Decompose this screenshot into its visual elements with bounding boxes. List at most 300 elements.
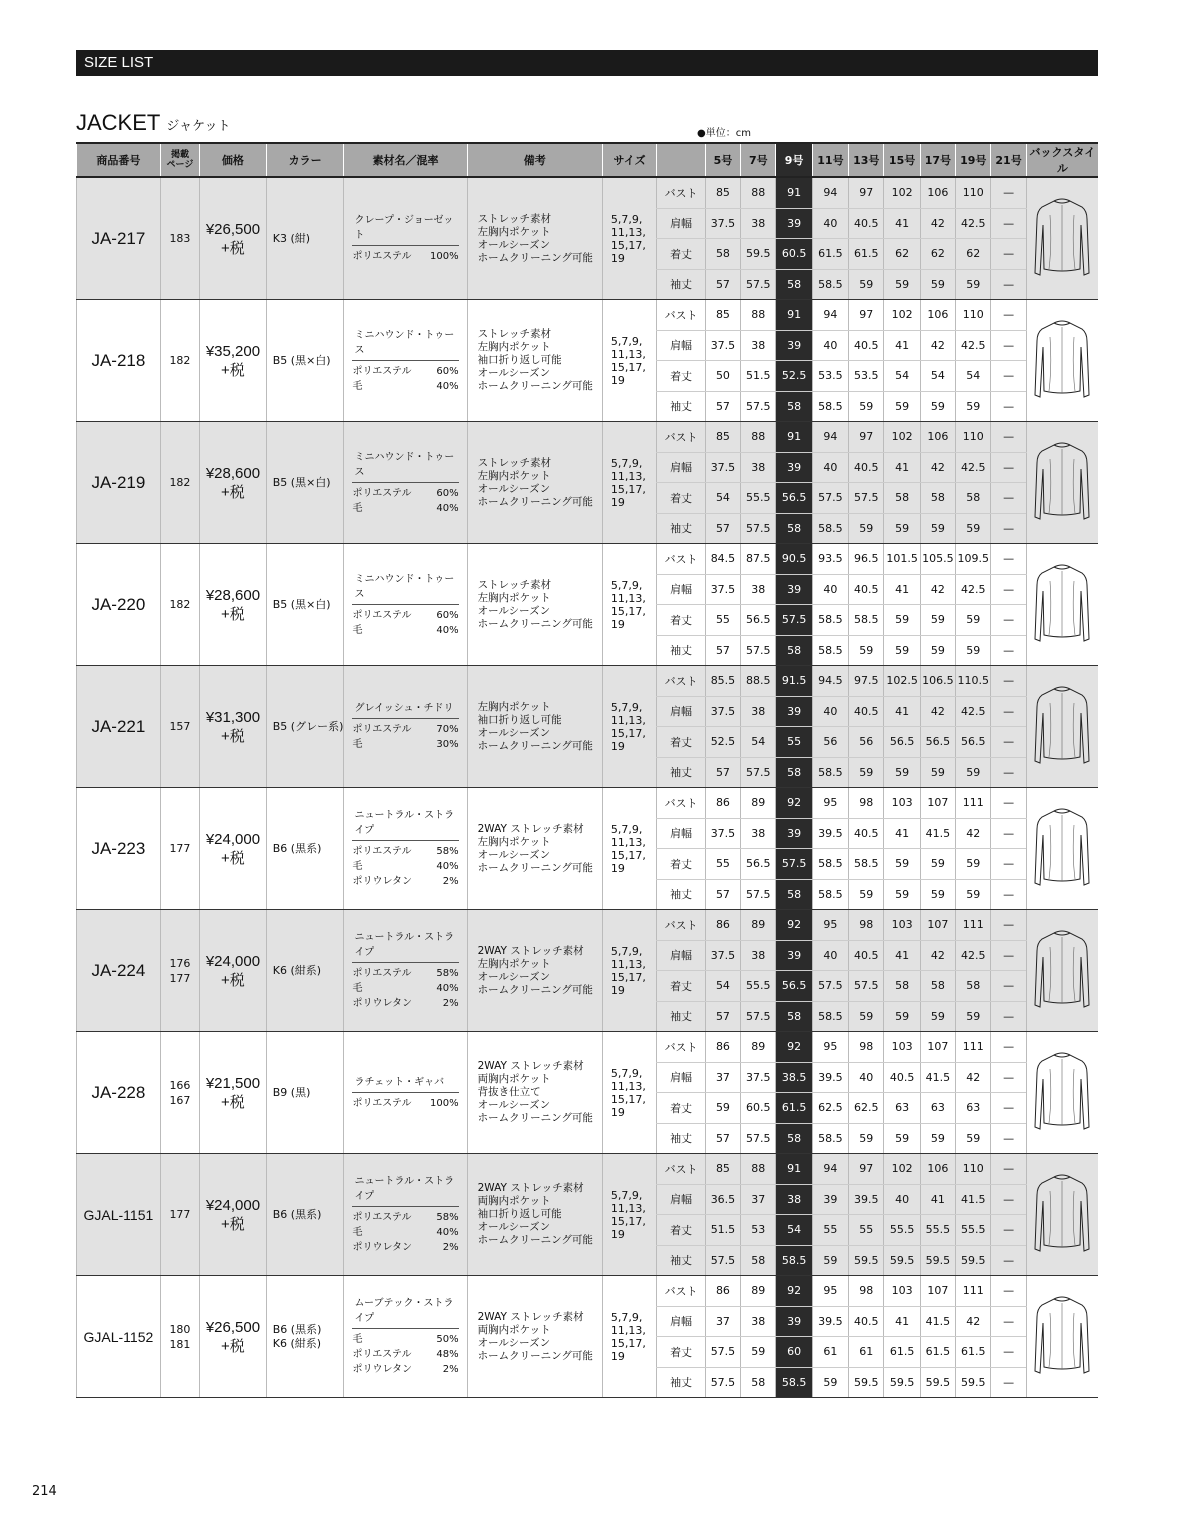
table-row — [77, 1276, 1099, 1307]
note-line: 袖口折り返し可能 — [477, 1208, 562, 1220]
size-21-empty: — — [991, 1276, 1026, 1307]
size-21-empty: — — [991, 391, 1026, 422]
size-table — [76, 142, 1098, 1398]
measure-value: 58.5 — [812, 1001, 848, 1032]
measure-label: バスト — [657, 544, 705, 575]
measure-value: 89 — [741, 910, 776, 941]
size-line: 11,13, — [610, 347, 646, 361]
catalog-page — [160, 177, 199, 300]
measure-value: 59 — [849, 391, 884, 422]
measure-value: 42 — [920, 696, 955, 727]
note-line: 両胸内ポケット — [477, 1323, 551, 1336]
measure-value: 42 — [956, 1062, 991, 1093]
price — [200, 1276, 267, 1398]
notes — [467, 544, 602, 666]
measure-value: 98 — [849, 910, 884, 941]
size-line: 5,7,9, — [610, 822, 643, 836]
size-21-empty: — — [991, 1123, 1026, 1154]
measure-value: 51.5 — [705, 1215, 740, 1246]
measure-value: 42.5 — [956, 574, 991, 605]
product-JA-221 — [77, 666, 1099, 788]
measure-value: 62.5 — [849, 1093, 884, 1124]
measure-value: 58 — [956, 483, 991, 514]
size-line: 15,17, — [610, 238, 646, 252]
size-21-empty: — — [991, 422, 1026, 453]
size-line: 5,7,9, — [610, 1310, 643, 1324]
measure-value: 42.5 — [956, 208, 991, 239]
note-line: ストレッチ素材 — [477, 328, 551, 340]
measure-value: 93.5 — [812, 544, 848, 575]
material-row — [352, 966, 458, 981]
size-line: 15,17, — [610, 360, 646, 374]
material-row — [352, 486, 458, 501]
material — [344, 666, 467, 788]
note-line: ホームクリーニング可能 — [477, 1234, 593, 1246]
note-line: 2WAY ストレッチ素材 — [477, 1310, 584, 1323]
available-sizes — [602, 177, 657, 300]
material-row — [352, 1362, 458, 1377]
measure-value: 58.5 — [776, 1245, 812, 1276]
measure-value: 56 — [812, 727, 848, 758]
measure-value: 59 — [920, 269, 955, 300]
note-line: ホームクリーニング可能 — [477, 251, 593, 264]
measure-value: 59 — [884, 269, 920, 300]
measure-value: 41 — [884, 330, 920, 361]
measure-value: 58.5 — [776, 1367, 812, 1398]
product-code: JA-223 — [77, 788, 161, 910]
measure-value: 62 — [956, 239, 991, 270]
color — [266, 300, 344, 422]
measure-value: 42 — [920, 208, 955, 239]
measure-value: 40.5 — [849, 574, 884, 605]
measure-value: 102 — [884, 177, 920, 208]
color-value: B5 (黒×白) — [272, 475, 331, 489]
tax-label: +税 — [221, 483, 245, 501]
measure-value: 57 — [705, 1123, 740, 1154]
measure-value: 40 — [812, 940, 848, 971]
measure-value: 37 — [705, 1062, 740, 1093]
measure-value: 59.5 — [884, 1367, 920, 1398]
measure-value: 42 — [956, 1306, 991, 1337]
page-number-value: 177 — [169, 842, 191, 855]
note-line: ホームクリーニング可能 — [477, 861, 593, 874]
measure-label: バスト — [657, 910, 705, 941]
material-fiber: ポリエステル — [352, 846, 412, 857]
price-value: ¥21,500 — [205, 1074, 261, 1092]
color — [266, 666, 344, 788]
measure-value: 86 — [705, 1276, 740, 1307]
color-value: B5 (黒×白) — [272, 353, 331, 367]
product-code: JA-219 — [77, 422, 161, 544]
measure-value: 57.5 — [741, 879, 776, 910]
measure-value: 50 — [705, 361, 740, 392]
col-page-l2: ページ — [166, 160, 194, 170]
jacket-back-sketch — [1032, 1049, 1092, 1137]
measure-label: バスト — [657, 177, 705, 208]
measure-label: 袖丈 — [657, 269, 705, 300]
measure-value: 61 — [812, 1337, 848, 1368]
catalog-page — [160, 666, 199, 788]
page-number-value: 182 — [169, 354, 191, 367]
measure-value: 58 — [741, 1245, 776, 1276]
measure-value: 41 — [884, 696, 920, 727]
size-21-empty: — — [991, 330, 1026, 361]
material — [344, 300, 467, 422]
measure-value: 85 — [705, 1154, 740, 1185]
measure-value: 38 — [741, 452, 776, 483]
tax-label: +税 — [221, 239, 245, 257]
measure-value: 55.5 — [741, 483, 776, 514]
size-line: 5,7,9, — [610, 1188, 643, 1202]
page-number: 214 — [32, 1484, 57, 1499]
jacket-back-sketch — [1032, 1171, 1092, 1259]
price-value: ¥31,300 — [205, 708, 261, 726]
measure-value: 41.5 — [920, 818, 955, 849]
table-row — [77, 666, 1099, 697]
measure-label: 着丈 — [657, 971, 705, 1002]
note-line: オールシーズン — [477, 1221, 551, 1233]
measure-value: 63 — [920, 1093, 955, 1124]
material-percent: 50% — [436, 1334, 459, 1345]
measure-value: 106 — [920, 1154, 955, 1185]
col-size-0: 5号 — [705, 143, 740, 177]
material-percent: 40% — [436, 624, 459, 636]
measure-value: 110.5 — [956, 666, 991, 697]
measure-value: 58 — [705, 239, 740, 270]
measure-value: 61.5 — [920, 1337, 955, 1368]
measure-value: 59.5 — [920, 1245, 955, 1276]
note-line: ストレッチ素材 — [477, 456, 551, 469]
material-fiber: 毛 — [352, 624, 363, 636]
size-21-empty: — — [991, 1215, 1026, 1246]
measure-value: 61.5 — [776, 1093, 812, 1124]
note-line: 両胸内ポケット — [477, 1195, 551, 1207]
material-row — [352, 501, 458, 516]
measure-value: 60.5 — [776, 239, 812, 270]
measure-value: 38 — [741, 818, 776, 849]
measure-value: 88 — [741, 422, 776, 453]
material-row — [352, 623, 458, 638]
col-measure — [657, 143, 705, 177]
material-fiber: ポリエステル — [352, 487, 412, 499]
measure-value: 61.5 — [884, 1337, 920, 1368]
table-row — [77, 1154, 1099, 1185]
catalog-page — [160, 788, 199, 910]
note-line: 左胸内ポケット — [477, 469, 551, 482]
col-size-6: 17号 — [920, 143, 955, 177]
measure-value: 52.5 — [705, 727, 740, 758]
measure-value: 38 — [741, 574, 776, 605]
measure-value: 110 — [956, 1154, 991, 1185]
measure-value: 97 — [849, 422, 884, 453]
measure-value: 58 — [776, 513, 812, 544]
measure-label: バスト — [657, 1276, 705, 1307]
measure-value: 97 — [849, 1154, 884, 1185]
back-style — [1026, 1154, 1098, 1276]
measure-label: 着丈 — [657, 361, 705, 392]
product-code: GJAL-1152 — [77, 1276, 161, 1398]
material-row — [352, 1096, 458, 1111]
size-21-empty: — — [991, 849, 1026, 880]
size-line: 11,13, — [610, 957, 646, 971]
col-sizes: サイズ — [602, 143, 657, 177]
price — [200, 544, 267, 666]
jacket-back-sketch — [1032, 317, 1092, 405]
measure-value: 101.5 — [884, 544, 920, 575]
size-line: 11,13, — [610, 1201, 646, 1215]
measure-value: 59 — [884, 391, 920, 422]
measure-value: 59 — [920, 1001, 955, 1032]
measure-value: 58 — [776, 879, 812, 910]
material-row — [352, 1210, 458, 1225]
measure-value: 56.5 — [776, 483, 812, 514]
measure-label: 袖丈 — [657, 1245, 705, 1276]
measure-value: 87.5 — [741, 544, 776, 575]
product-JA-217 — [77, 177, 1099, 300]
material-percent: 70% — [436, 724, 459, 735]
available-sizes — [602, 666, 657, 788]
measure-value: 95 — [812, 910, 848, 941]
size-line: 11,13, — [610, 713, 646, 727]
measure-value: 51.5 — [741, 361, 776, 392]
material-percent: 2% — [442, 998, 459, 1009]
measure-value: 41 — [920, 1184, 955, 1215]
measure-label: 肩幅 — [657, 1062, 705, 1093]
material-fiber: ポリウレタン — [352, 1242, 413, 1253]
notes — [467, 1154, 602, 1276]
measure-value: 85.5 — [705, 666, 740, 697]
measure-value: 36.5 — [705, 1184, 740, 1215]
color-value: B6 (黒系) — [272, 1322, 322, 1336]
measure-value: 37.5 — [705, 940, 740, 971]
measure-value: 92 — [776, 1276, 812, 1307]
size-21-empty: — — [991, 788, 1026, 819]
measure-value: 59 — [920, 757, 955, 788]
size-line: 19 — [610, 373, 625, 387]
page-number-value: 176 — [169, 956, 191, 970]
size-line: 19 — [610, 1349, 625, 1363]
measure-value: 55.5 — [884, 1215, 920, 1246]
measure-label: 袖丈 — [657, 513, 705, 544]
measure-value: 57.5 — [741, 269, 776, 300]
measure-value: 40 — [812, 208, 848, 239]
measure-value: 111 — [956, 1032, 991, 1063]
note-line: 2WAY ストレッチ素材 — [477, 822, 584, 835]
measure-value: 57.5 — [776, 605, 812, 636]
tax-label: +税 — [221, 361, 245, 379]
color-value: B9 (黒) — [272, 1085, 311, 1099]
measure-value: 89 — [741, 1276, 776, 1307]
measure-label: バスト — [657, 422, 705, 453]
measure-value: 41 — [884, 940, 920, 971]
measure-value: 111 — [956, 788, 991, 819]
measure-value: 42 — [920, 940, 955, 971]
material-fiber: ポリウレタン — [352, 876, 413, 887]
measure-value: 92 — [776, 788, 812, 819]
measure-value: 103 — [884, 788, 920, 819]
measure-value: 62 — [884, 239, 920, 270]
measure-value: 60.5 — [741, 1093, 776, 1124]
table-row — [77, 177, 1099, 208]
size-line: 15,17, — [610, 604, 646, 618]
product-code: JA-220 — [77, 544, 161, 666]
measure-label: 袖丈 — [657, 1123, 705, 1154]
measure-value: 53 — [741, 1215, 776, 1246]
measure-value: 59 — [956, 1123, 991, 1154]
measure-value: 61.5 — [849, 239, 884, 270]
note-line: 左胸内ポケット — [477, 835, 551, 848]
material — [344, 177, 467, 300]
color — [266, 422, 344, 544]
note-line: 左胸内ポケット — [477, 957, 551, 970]
page-number-value: 177 — [169, 971, 191, 985]
size-21-empty: — — [991, 1306, 1026, 1337]
material-percent: 48% — [436, 1349, 459, 1360]
jacket-back-sketch — [1032, 195, 1092, 283]
measure-value: 39.5 — [812, 1306, 848, 1337]
measure-value: 110 — [956, 422, 991, 453]
jacket-back-sketch — [1032, 927, 1092, 1015]
material-percent: 2% — [442, 1364, 459, 1375]
measure-value: 58.5 — [812, 391, 848, 422]
measure-value: 58 — [776, 269, 812, 300]
measure-value: 59 — [884, 1123, 920, 1154]
material — [344, 788, 467, 910]
back-style — [1026, 544, 1098, 666]
note-line: 左胸内ポケット — [477, 341, 551, 353]
measure-value: 57.5 — [705, 1367, 740, 1398]
material-fiber: ポリエステル — [352, 365, 412, 377]
measure-label: 肩幅 — [657, 574, 705, 605]
measure-label: 袖丈 — [657, 757, 705, 788]
measure-value: 57.5 — [741, 635, 776, 666]
measure-value: 54 — [776, 1215, 812, 1246]
measure-value: 97.5 — [849, 666, 884, 697]
measure-label: 肩幅 — [657, 1184, 705, 1215]
product-code: JA-228 — [77, 1032, 161, 1154]
price-value: ¥24,000 — [205, 830, 261, 848]
measure-value: 58 — [884, 483, 920, 514]
price — [200, 300, 267, 422]
measure-label: 肩幅 — [657, 818, 705, 849]
notes — [467, 177, 602, 300]
measure-value: 57 — [705, 879, 740, 910]
note-line: 2WAY ストレッチ素材 — [477, 944, 584, 957]
col-page-l1: 掲載 — [170, 150, 189, 160]
measure-value: 39 — [776, 940, 812, 971]
price — [200, 666, 267, 788]
measure-value: 102 — [884, 422, 920, 453]
measure-value: 39.5 — [812, 818, 848, 849]
measure-value: 85 — [705, 300, 740, 331]
material-fiber: 毛 — [352, 983, 363, 994]
size-21-empty: — — [991, 239, 1026, 270]
measure-value: 91 — [776, 177, 812, 208]
measure-value: 61.5 — [812, 239, 848, 270]
measure-label: 着丈 — [657, 849, 705, 880]
material — [344, 422, 467, 544]
tax-label: +税 — [221, 1215, 245, 1233]
measure-value: 39 — [776, 452, 812, 483]
material-percent: 2% — [442, 876, 459, 887]
price-value: ¥26,500 — [205, 1318, 261, 1336]
measure-value: 91.5 — [776, 666, 812, 697]
measure-value: 39.5 — [849, 1184, 884, 1215]
note-line: オールシーズン — [477, 482, 551, 495]
measure-value: 84.5 — [705, 544, 740, 575]
size-line: 11,13, — [610, 835, 646, 849]
available-sizes — [602, 1032, 657, 1154]
size-21-empty: — — [991, 696, 1026, 727]
size-21-empty: — — [991, 361, 1026, 392]
measure-value: 41 — [884, 1306, 920, 1337]
measure-value: 88.5 — [741, 666, 776, 697]
measure-label: バスト — [657, 788, 705, 819]
table-row — [77, 910, 1099, 941]
size-line: 5,7,9, — [610, 212, 643, 226]
size-21-empty: — — [991, 177, 1026, 208]
catalog-page — [160, 1276, 199, 1398]
material-row — [352, 1240, 458, 1255]
size-21-empty: — — [991, 727, 1026, 758]
measure-value: 105.5 — [920, 544, 955, 575]
measure-value: 59 — [849, 757, 884, 788]
measure-value: 41 — [884, 818, 920, 849]
col-size-2: 9号 — [776, 143, 812, 177]
measure-value: 42.5 — [956, 696, 991, 727]
col-material: 素材名／混率 — [344, 143, 467, 177]
size-line: 15,17, — [610, 482, 646, 496]
material-row — [352, 608, 458, 623]
measure-label: 肩幅 — [657, 208, 705, 239]
measure-value: 59 — [956, 605, 991, 636]
header-row — [77, 143, 1099, 177]
measure-value: 42.5 — [956, 940, 991, 971]
measure-value: 38 — [741, 940, 776, 971]
product-JA-223 — [77, 788, 1099, 910]
catalog-page — [160, 1032, 199, 1154]
measure-label: バスト — [657, 1032, 705, 1063]
measure-value: 94.5 — [812, 666, 848, 697]
measure-label: バスト — [657, 666, 705, 697]
measure-value: 59.5 — [849, 1367, 884, 1398]
material-percent: 2% — [442, 1242, 459, 1253]
measure-value: 40 — [812, 696, 848, 727]
measure-value: 59.5 — [920, 1367, 955, 1398]
measure-value: 56.5 — [884, 727, 920, 758]
measure-value: 98 — [849, 1032, 884, 1063]
material-percent: 60% — [436, 487, 459, 499]
measure-value: 37.5 — [705, 330, 740, 361]
measure-value: 98 — [849, 788, 884, 819]
measure-value: 57.5 — [705, 1245, 740, 1276]
measure-label: 着丈 — [657, 605, 705, 636]
measure-value: 40.5 — [884, 1062, 920, 1093]
material-fiber: ポリウレタン — [352, 1364, 413, 1375]
material-name: ミニハウンド・トゥース — [352, 328, 458, 361]
measure-value: 41.5 — [920, 1306, 955, 1337]
measure-value: 62 — [920, 239, 955, 270]
measure-value: 59 — [884, 635, 920, 666]
size-line: 15,17, — [610, 1092, 646, 1106]
note-line: ホームクリーニング可能 — [477, 1349, 593, 1362]
col-size-3: 11号 — [812, 143, 848, 177]
available-sizes — [602, 1276, 657, 1398]
size-21-empty: — — [991, 910, 1026, 941]
measure-value: 37.5 — [705, 696, 740, 727]
material-row — [352, 364, 458, 379]
measure-value: 57.5 — [741, 513, 776, 544]
